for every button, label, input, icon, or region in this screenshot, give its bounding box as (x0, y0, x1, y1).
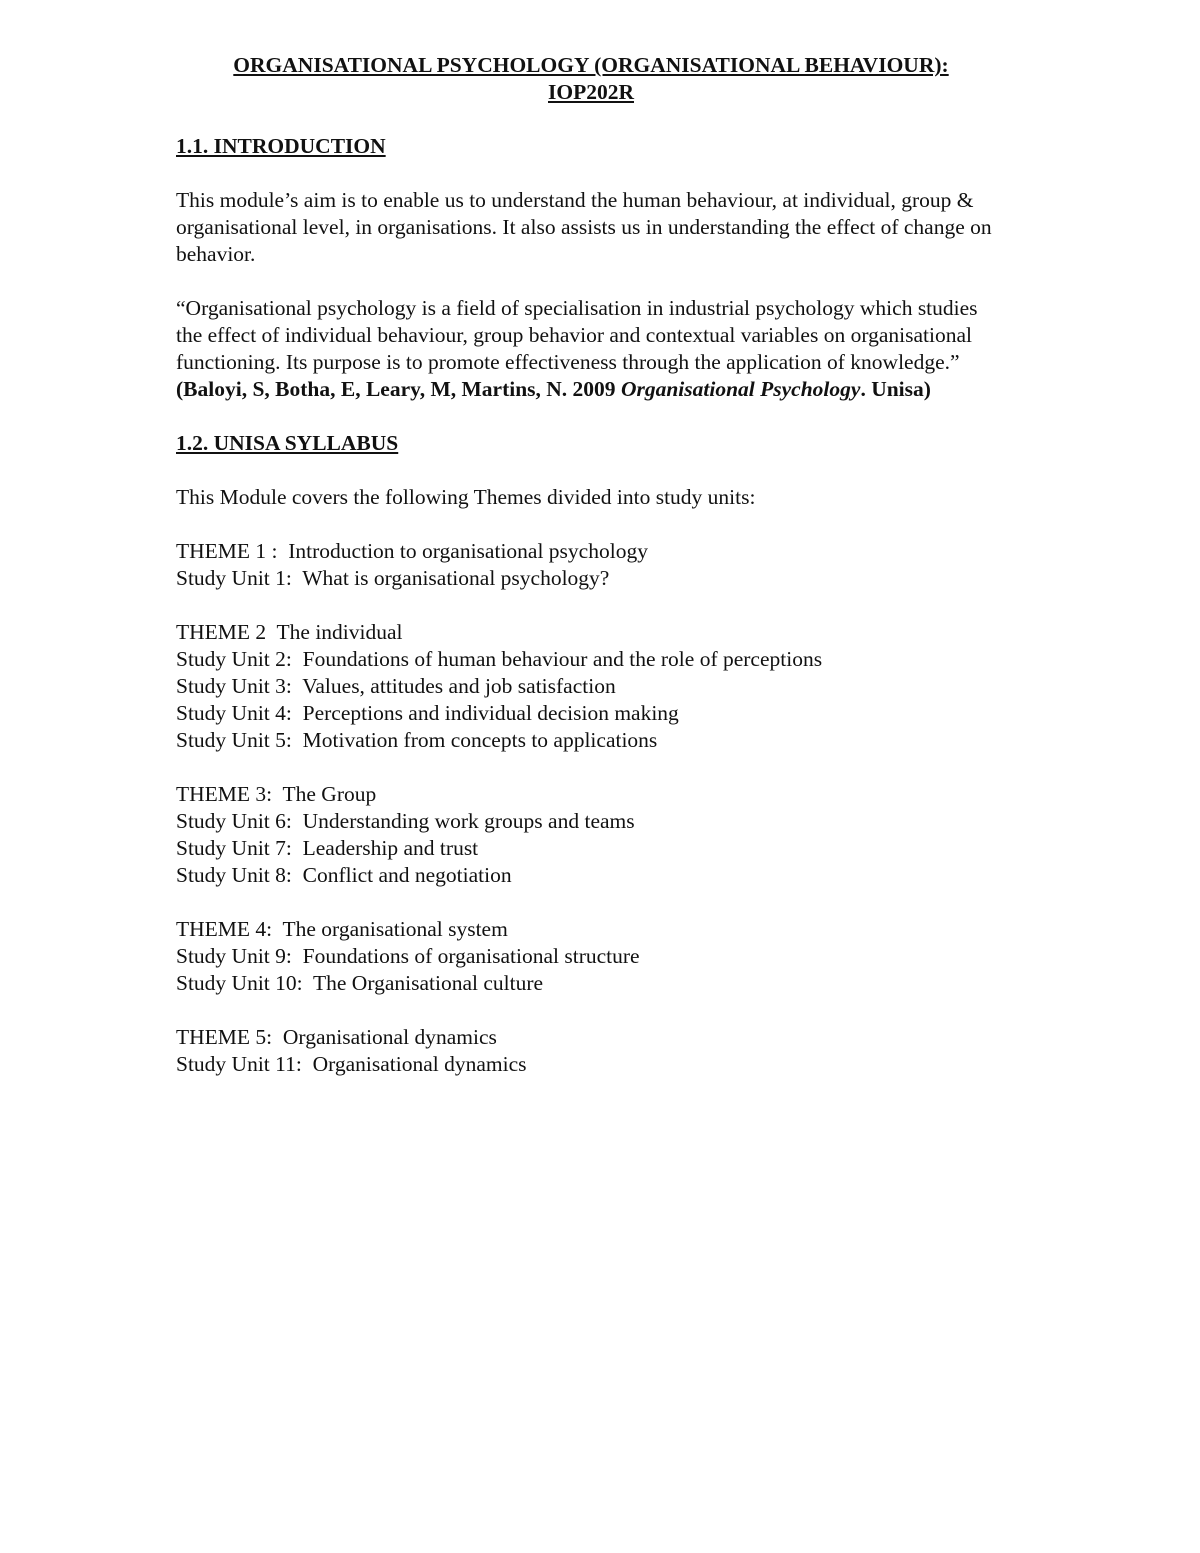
quote-text: “Organisational psychology is a field of specialisation in industrial psychology which studies the effect of individual behaviour, group behavior and contextual variables on organisational functioning. Its purpose is to promote effectiveness through the application of knowledge.” (176, 296, 978, 374)
document-body (176, 52, 1006, 1078)
theme-title: THEME 4: The organisational system (176, 917, 508, 941)
study-unit: Study Unit 5: Motivation from concepts to applications (176, 728, 658, 752)
study-unit: Study Unit 4: Perceptions and individual decision making (176, 701, 679, 725)
theme-block (176, 1024, 1006, 1078)
study-unit: Study Unit 1: What is organisational psychology? (176, 566, 610, 590)
theme-title: THEME 3: The Group (176, 782, 377, 806)
study-unit: Study Unit 11: Organisational dynamics (176, 1052, 527, 1076)
citation-title: Organisational Psychology (620, 377, 861, 401)
theme-title: THEME 5: Organisational dynamics (176, 1025, 497, 1049)
citation-publisher: . Unisa) (860, 377, 931, 401)
introduction-paragraph (176, 187, 1006, 268)
document-title (176, 52, 1006, 106)
theme-block (176, 916, 1006, 997)
study-unit: Study Unit 7: Leadership and trust (176, 836, 479, 860)
study-unit: Study Unit 9: Foundations of organisational structure (176, 944, 640, 968)
study-unit: Study Unit 6: Understanding work groups and teams (176, 809, 635, 833)
syllabus-heading: 1.2. UNISA SYLLABUS (176, 431, 399, 455)
definition-quote (176, 295, 1006, 403)
study-unit: Study Unit 3: Values, attitudes and job satisfaction (176, 674, 616, 698)
theme-block (176, 538, 1006, 592)
syllabus-intro (176, 484, 1006, 511)
theme-title: THEME 1 : Introduction to organisational psychology (176, 539, 648, 563)
themes-list (176, 538, 1006, 1078)
study-unit: Study Unit 2: Foundations of human behaviour and the role of perceptions (176, 647, 823, 671)
study-unit: Study Unit 10: The Organisational culture (176, 971, 544, 995)
study-unit: Study Unit 8: Conflict and negotiation (176, 863, 512, 887)
introduction-text: This module’s aim is to enable us to understand the human behaviour, at individual, group & organisational level, in organisations. It also assists us in understanding the effect of change on behavior. (176, 188, 992, 266)
introduction-heading: 1.1. INTRODUCTION (176, 134, 386, 158)
theme-block (176, 781, 1006, 889)
theme-block (176, 619, 1006, 754)
theme-title: THEME 2 The individual (176, 620, 403, 644)
syllabus-intro-text: This Module covers the following Themes divided into study units: (176, 485, 756, 509)
title-line-2: IOP202R (548, 80, 634, 104)
title-line-1: ORGANISATIONAL PSYCHOLOGY (ORGANISATIONAL BEHAVIOUR): (233, 53, 949, 77)
citation-authors: (Baloyi, S, Botha, E, Leary, M, Martins, N. 2009 (176, 377, 616, 401)
